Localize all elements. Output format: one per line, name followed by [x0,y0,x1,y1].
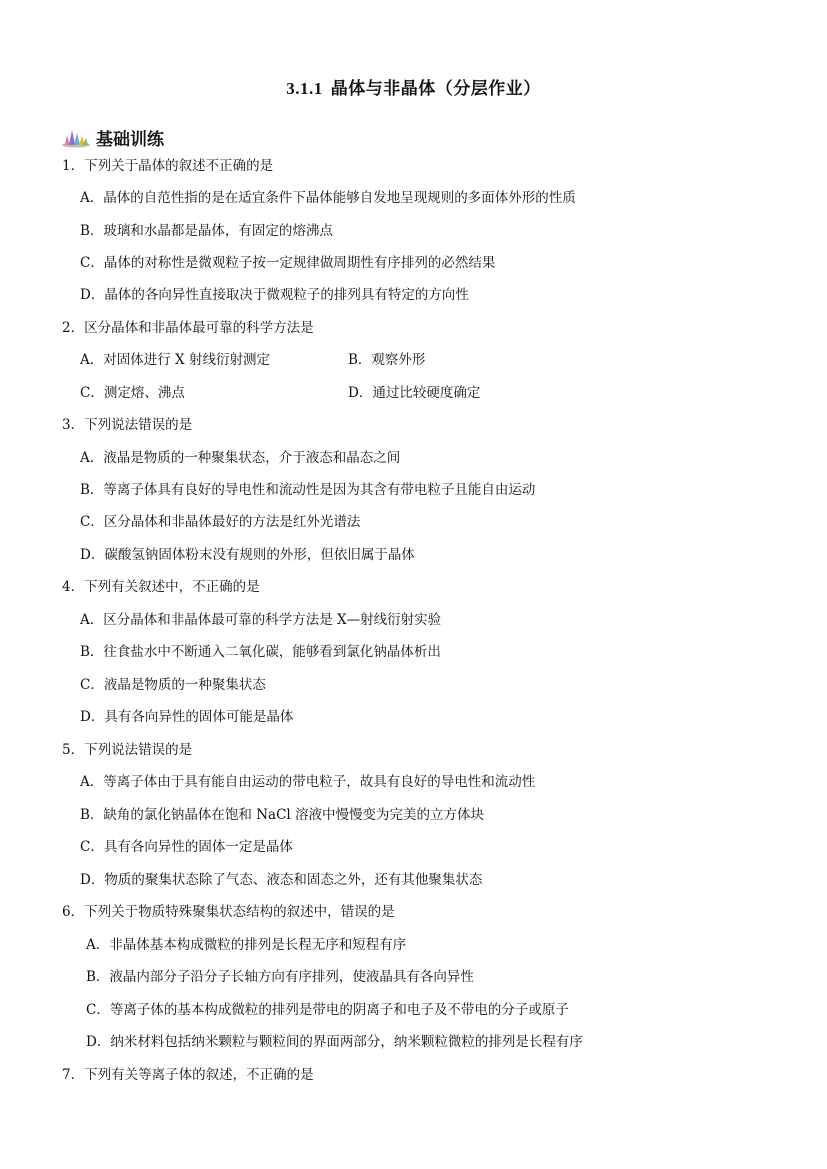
question-1-option-a: A．晶体的自范性指的是在适宜条件下晶体能够自发地呈现规则的多面体外形的性质 [80,190,576,206]
question-6-option-b: B．液晶内部分子沿分子长轴方向有序排列，使液晶具有各向异性 [86,969,474,985]
question-2-option-d: D．通过比较硬度确定 [348,385,481,401]
question-5-option-b: B．缺角的氯化钠晶体在饱和 NaCl 溶液中慢慢变为完美的立方体块 [80,807,485,823]
section-title: 基础训练 [96,129,164,150]
question-3-stem: 3．下列说法错误的是 [62,417,193,433]
question-4-option-c: C．液晶是物质的一种聚集状态 [80,677,266,693]
question-5-option-d: D．物质的聚集状态除了气态、液态和固态之外，还有其他聚集状态 [80,872,483,888]
question-6-option-c: C．等离子体的基本构成微粒的排列是带电的阴离子和电子及不带电的分子或原子 [86,1002,569,1018]
question-6-stem: 6．下列关于物质特殊聚集状态结构的叙述中，错误的是 [62,904,395,920]
title-text: 晶体与非晶体（分层作业） [330,79,541,99]
question-2-option-b: B．观察外形 [348,352,426,368]
question-2-option-a: A．对固体进行 X 射线衍射测定 [80,352,270,368]
question-4-option-b: B．往食盐水中不断通入二氧化碳，能够看到氯化钠晶体析出 [80,644,441,660]
title-number: 3.1.1 [286,79,323,98]
question-6-option-d: D．纳米材料包括纳米颗粒与颗粒间的界面两部分，纳米颗粒微粒的排列是长程有序 [86,1034,583,1050]
question-1-option-b: B．玻璃和水晶都是晶体，有固定的熔沸点 [80,223,333,239]
crystals-icon [60,126,92,148]
question-1-option-d: D．晶体的各向异性直接取决于微观粒子的排列具有特定的方向性 [80,287,469,303]
question-6-option-a: A．非晶体基本构成微粒的排列是长程无序和短程有序 [86,937,407,953]
question-4-option-d: D．具有各向异性的固体可能是晶体 [80,709,294,725]
question-4-option-a: A．区分晶体和非晶体最可靠的科学方法是 X—射线衍射实验 [80,612,442,628]
section-header [60,124,164,150]
question-1-stem: 1．下列关于晶体的叙述不正确的是 [62,158,274,174]
question-3-option-a: A．液晶是物质的一种聚集状态，介于液态和晶态之间 [80,450,401,466]
question-4-stem: 4．下列有关叙述中，不正确的是 [62,579,260,595]
question-3-option-b: B．等离子体具有良好的导电性和流动性是因为其含有带电粒子且能自由运动 [80,482,536,498]
question-3-option-c: C．区分晶体和非晶体最好的方法是红外光谱法 [80,514,361,530]
question-7-stem: 7．下列有关等离子体的叙述，不正确的是 [62,1067,314,1083]
question-5-option-a: A．等离子体由于具有能自由运动的带电粒子，故具有良好的导电性和流动性 [80,774,536,790]
question-2-stem: 2．区分晶体和非晶体最可靠的科学方法是 [62,320,314,336]
question-5-stem: 5．下列说法错误的是 [62,742,193,758]
page-title [0,74,827,99]
question-2-option-c: C．测定熔、沸点 [80,385,185,401]
question-3-option-d: D．碳酸氢钠固体粉末没有规则的外形，但依旧属于晶体 [80,547,415,563]
question-1-option-c: C．晶体的对称性是微观粒子按一定规律做周期性有序排列的必然结果 [80,255,496,271]
question-5-option-c: C．具有各向异性的固体一定是晶体 [80,839,293,855]
